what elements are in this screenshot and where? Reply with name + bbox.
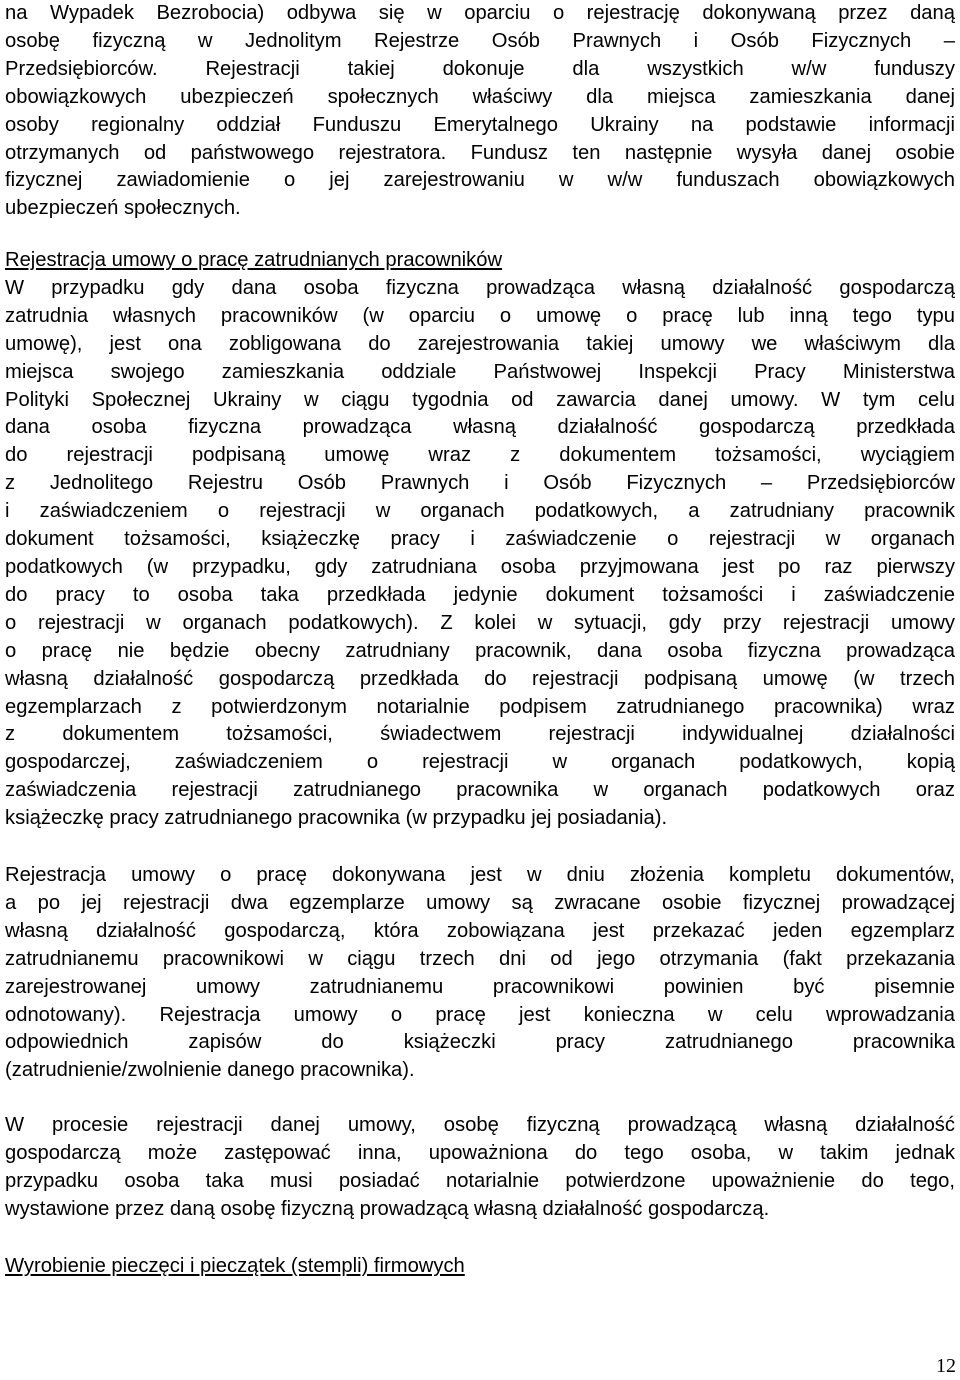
- text-line: (zatrudnienie/zwolnienie danego pracownika).: [5, 1059, 415, 1082]
- text-line: ubezpieczeń społecznych.: [5, 197, 241, 220]
- text-line: obowiązkowych ubezpieczeń społecznych właściwy dla miejsca zamieszkania danej: [5, 85, 955, 108]
- text-line: umowę), jest ona zobligowana do zarejestrowania takiej umowy we właściwym dla: [5, 332, 955, 355]
- text-line: Polityki Społecznej Ukrainy w ciągu tygodnia od zawarcia danej umowy. W tym celu: [5, 388, 955, 411]
- text-line: dana osoba fizyczna prowadząca własną działalność gospodarczą przedkłada: [5, 416, 955, 439]
- text-line: egzemplarzach z potwierdzonym notarialnie podpisem zatrudnianego pracownika) wraz: [5, 695, 955, 718]
- text-line: gospodarczą może zastępować inna, upoważniona do tego osoba, w takim jednak: [5, 1141, 955, 1164]
- text-line: gospodarczej, zaświadczeniem o rejestracji w organach podatkowych, kopią: [5, 751, 955, 774]
- section-heading: Rejestracja umowy o pracę zatrudnianych pracowników: [5, 249, 503, 271]
- text-line: osobę fizyczną w Jednolitym Rejestrze Osób Prawnych i Osób Fizycznych –: [5, 29, 955, 52]
- text-line: Przedsiębiorców. Rejestracji takiej dokonuje dla wszystkich w/w funduszy: [5, 57, 955, 80]
- text-line: przypadku osoba taka musi posiadać notarialnie potwierdzone upoważnienie do tego,: [5, 1169, 955, 1192]
- text-line: z Jednolitego Rejestru Osób Prawnych i Osób Fizycznych – Przedsiębiorców: [5, 472, 955, 495]
- paragraph-registration-timing: [5, 862, 955, 1085]
- text-line: odnotowany). Rejestracja umowy o pracę jest konieczna w celu wprowadzania: [5, 1003, 955, 1026]
- text-line: i zaświadczeniem o rejestracji w organach podatkowych, a zatrudniany pracownik: [5, 500, 955, 523]
- section-heading-company-stamps: [5, 1253, 955, 1281]
- text-line: dokument tożsamości, książeczkę pracy i zaświadczenie o rejestracji w organach: [5, 528, 955, 551]
- text-line: o rejestracji w organach podatkowych). Z kolei w sytuacji, gdy przy rejestracji umowy: [5, 611, 955, 634]
- text-line: własną działalność gospodarczą przedkłada do rejestracji podpisaną umowę (w trzech: [5, 667, 955, 690]
- paragraph-social-insurance-registration: [5, 0, 955, 223]
- text-line: fizycznej zawiadomienie o jej zarejestrowaniu w w/w funduszach obowiązkowych: [5, 169, 955, 192]
- text-line: zatrudnianemu pracownikowi w ciągu trzech dni od jego otrzymania (fakt przekazania: [5, 947, 955, 970]
- text-line: do rejestracji podpisaną umowę wraz z dokumentem tożsamości, wyciągiem: [5, 444, 955, 467]
- text-line: zarejestrowanej umowy zatrudnianemu pracownikowi powinien być pisemnie: [5, 975, 955, 998]
- text-line: z dokumentem tożsamości, świadectwem rejestracji indywidualnej działalności: [5, 723, 955, 746]
- text-line: odpowiednich zapisów do książeczki pracy zatrudnianego pracownika: [5, 1031, 955, 1054]
- text-line: W procesie rejestracji danej umowy, osobę fizyczną prowadzącą własną działalność: [5, 1114, 955, 1136]
- paragraph-authorized-representative: [5, 1112, 955, 1224]
- text-line: podatkowych (w przypadku, gdy zatrudniana osoba przyjmowana jest po raz pierwszy: [5, 555, 955, 578]
- text-line: Rejestracja umowy o pracę dokonywana jest w dniu złożenia kompletu dokumentów,: [5, 864, 955, 886]
- text-line: osoby regionalny oddział Funduszu Emerytalnego Ukrainy na podstawie informacji: [5, 113, 955, 136]
- text-line: W przypadku gdy dana osoba fizyczna prowadząca własną działalność gospodarczą: [5, 276, 955, 299]
- text-line: do pracy to osoba taka przedkłada jedynie dokument tożsamości i zaświadczenie: [5, 583, 955, 606]
- text-line: o pracę nie będzie obecny zatrudniany pracownik, dana osoba fizyczna prowadząca: [5, 639, 955, 662]
- text-line: otrzymanych od państwowego rejestratora. Fundusz ten następnie wysyła danej osobie: [5, 141, 955, 164]
- section-heading: Wyrobienie pieczęci i pieczątek (stempli) firmowych: [5, 1255, 465, 1277]
- text-line: miejsca swojego zamieszkania oddziale Państwowej Inspekcji Pracy Ministerstwa: [5, 360, 955, 383]
- text-line: zaświadczenia rejestracji zatrudnianego pracownika w organach podatkowych oraz: [5, 779, 955, 802]
- text-line: własną działalność gospodarczą, która zobowiązana jest przekazać jeden egzemplarz: [5, 919, 955, 942]
- text-line: wystawione przez daną osobę fizyczną prowadzącą własną działalność gospodarczą.: [5, 1197, 770, 1220]
- text-line: a po jej rejestracji dwa egzemplarze umowy są zwracane osobie fizycznej prowadzącej: [5, 891, 955, 914]
- document-page: [5, 0, 955, 1380]
- text-line: książeczkę pracy zatrudnianego pracownika (w przypadku jej posiadania).: [5, 807, 668, 830]
- text-line: na Wypadek Bezrobocia) odbywa się w oparciu o rejestrację dokonywaną przez daną: [5, 2, 955, 24]
- page-number: 12: [936, 1355, 956, 1377]
- paragraph-employment-contract-registration: [5, 247, 955, 833]
- text-line: zatrudnia własnych pracowników (w oparciu o umowę o pracę lub inną tego typu: [5, 304, 955, 327]
